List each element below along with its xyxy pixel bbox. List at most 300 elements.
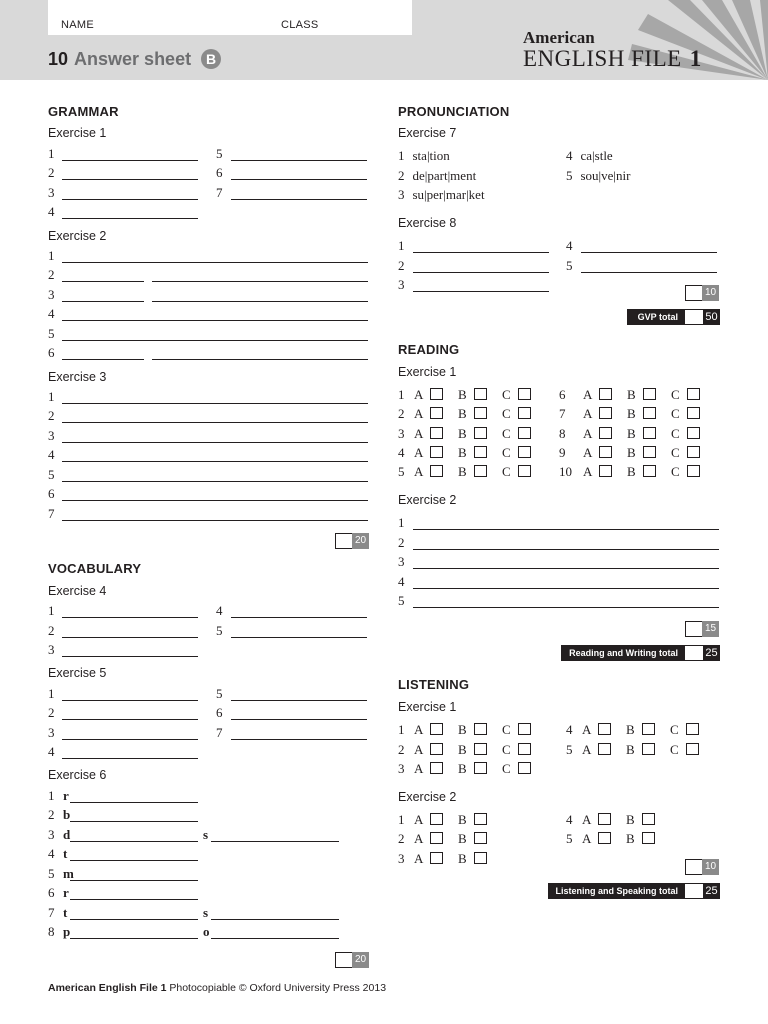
answer-checkbox[interactable] <box>643 446 656 458</box>
answer-row <box>48 885 378 903</box>
total-input[interactable] <box>685 646 703 660</box>
answer-row <box>398 593 728 611</box>
item-number: 7 <box>559 406 566 421</box>
answer-line[interactable] <box>62 758 198 759</box>
answer-checkbox[interactable] <box>687 427 700 439</box>
answer-checkbox[interactable] <box>430 832 443 844</box>
option-letter: B <box>627 387 636 402</box>
answer-row <box>216 705 546 723</box>
item-number: 6 <box>48 486 55 501</box>
answer-line[interactable] <box>62 481 368 482</box>
answer-checkbox[interactable] <box>518 762 531 774</box>
answer-row <box>48 248 378 266</box>
item-number: 1 <box>48 248 55 263</box>
answer-row <box>48 924 378 942</box>
answer-checkbox[interactable] <box>474 852 487 864</box>
answer-checkbox[interactable] <box>430 852 443 864</box>
answer-row <box>566 238 768 256</box>
item-number: 5 <box>566 258 573 273</box>
answer-line[interactable] <box>70 860 198 861</box>
listening-ex1-title: Exercise 1 <box>398 700 457 714</box>
item-number: 1 <box>398 515 405 530</box>
item-number: 4 <box>48 846 55 861</box>
item-number: 5 <box>566 168 573 183</box>
option-letter: C <box>670 742 679 757</box>
item-number: 2 <box>398 831 405 846</box>
option-letter: A <box>414 851 424 866</box>
item-number: 6 <box>216 165 223 180</box>
answer-line[interactable] <box>62 199 198 200</box>
answer-checkbox[interactable] <box>687 407 700 419</box>
answer-row <box>398 554 728 572</box>
answer-prefix: b <box>63 807 71 822</box>
item-number: 8 <box>48 924 55 939</box>
item-number: 6 <box>48 345 55 360</box>
item-number: 3 <box>48 725 55 740</box>
name-label: NAME <box>61 19 94 31</box>
answer-line[interactable] <box>70 802 198 803</box>
answer-line[interactable] <box>413 588 719 589</box>
answer-prefix: o <box>203 924 210 939</box>
choice-row <box>398 426 558 442</box>
score-input[interactable] <box>685 285 703 301</box>
answer-line[interactable] <box>231 199 367 200</box>
choice-row <box>566 742 726 758</box>
option-letter: A <box>583 464 593 479</box>
brand-level: 1 <box>689 46 702 71</box>
answer-checkbox[interactable] <box>686 723 699 735</box>
item-number: 4 <box>566 148 573 163</box>
answer-checkbox[interactable] <box>642 723 655 735</box>
answer-line[interactable] <box>231 739 367 740</box>
answer-line[interactable] <box>62 320 368 321</box>
choice-row <box>566 831 726 847</box>
unit-number: 10 <box>48 49 69 69</box>
option-letter: B <box>626 812 635 827</box>
word-text: de|part|ment <box>412 168 477 183</box>
total-label: GVP total <box>637 312 678 322</box>
item-number: 5 <box>398 464 405 479</box>
answer-row <box>398 515 728 533</box>
answer-checkbox[interactable] <box>430 723 443 735</box>
score-input[interactable] <box>685 621 703 637</box>
answer-line[interactable] <box>152 281 368 282</box>
item-number: 1 <box>48 686 55 701</box>
option-letter: B <box>458 464 467 479</box>
score-max: 10 <box>702 859 719 875</box>
pronunciation-title: PRONUNCIATION <box>398 104 510 119</box>
choice-row <box>559 445 719 461</box>
answer-checkbox[interactable] <box>687 465 700 477</box>
answer-checkbox[interactable] <box>598 723 611 735</box>
option-letter: C <box>502 722 511 737</box>
answer-line[interactable] <box>581 252 717 253</box>
answer-checkbox[interactable] <box>643 427 656 439</box>
option-letter: A <box>583 406 593 421</box>
answer-checkbox[interactable] <box>518 427 531 439</box>
answer-checkbox[interactable] <box>474 388 487 400</box>
listening-title: LISTENING <box>398 677 470 692</box>
answer-line[interactable] <box>62 340 368 341</box>
item-number: 2 <box>398 258 405 273</box>
answer-checkbox[interactable] <box>430 446 443 458</box>
answer-line[interactable] <box>152 301 368 302</box>
answer-line[interactable] <box>231 160 367 161</box>
option-letter: B <box>458 831 467 846</box>
option-letter: C <box>502 761 511 776</box>
answer-line[interactable] <box>62 281 144 282</box>
option-letter: A <box>583 445 593 460</box>
version-badge: B <box>201 49 221 69</box>
answer-checkbox[interactable] <box>474 832 487 844</box>
pronunciation-word <box>398 148 450 164</box>
answer-row <box>48 642 378 660</box>
total-label: Reading and Writing total <box>569 648 678 658</box>
option-letter: B <box>458 722 467 737</box>
answer-checkbox[interactable] <box>474 762 487 774</box>
option-letter: C <box>671 426 680 441</box>
score-max: 15 <box>702 621 719 637</box>
answer-row <box>48 506 378 524</box>
item-number: 3 <box>398 851 405 866</box>
answer-checkbox[interactable] <box>599 407 612 419</box>
score-max: 20 <box>352 533 369 549</box>
answer-line[interactable] <box>62 739 198 740</box>
answer-checkbox[interactable] <box>474 723 487 735</box>
option-letter: B <box>458 406 467 421</box>
word-text: su|per|mar|ket <box>412 187 485 202</box>
option-letter: B <box>626 831 635 846</box>
vocab-ex6-title: Exercise 6 <box>48 768 107 782</box>
choice-row <box>566 722 726 738</box>
pron-ex8-title: Exercise 8 <box>398 216 457 230</box>
brand-main-text: ENGLISH FILE <box>523 46 682 71</box>
item-number: 2 <box>398 168 405 183</box>
total-input[interactable] <box>685 310 703 324</box>
answer-checkbox[interactable] <box>599 388 612 400</box>
answer-prefix: t <box>63 905 68 920</box>
pronunciation-word <box>566 168 630 184</box>
answer-checkbox[interactable] <box>687 446 700 458</box>
answer-row <box>48 807 378 825</box>
listening-ex2-title: Exercise 2 <box>398 790 457 804</box>
item-number: 3 <box>48 642 55 657</box>
answer-checkbox[interactable] <box>643 465 656 477</box>
answer-line[interactable] <box>62 656 198 657</box>
option-letter: C <box>671 387 680 402</box>
pronunciation-word <box>398 187 485 203</box>
item-number: 3 <box>48 287 55 302</box>
option-letter: C <box>502 426 511 441</box>
option-letter: C <box>502 742 511 757</box>
option-letter: A <box>414 722 424 737</box>
item-number: 2 <box>398 406 405 421</box>
answer-checkbox[interactable] <box>599 427 612 439</box>
answer-line[interactable] <box>62 301 144 302</box>
item-number: 4 <box>566 812 573 827</box>
answer-checkbox[interactable] <box>686 743 699 755</box>
item-number: 2 <box>398 535 405 550</box>
item-number: 2 <box>48 408 55 423</box>
answer-line[interactable] <box>413 549 719 550</box>
item-number: 4 <box>48 306 55 321</box>
option-letter: B <box>458 812 467 827</box>
option-letter: C <box>671 445 680 460</box>
answer-row <box>566 258 768 276</box>
item-number: 6 <box>216 705 223 720</box>
answer-checkbox[interactable] <box>642 743 655 755</box>
answer-checkbox[interactable] <box>474 813 487 825</box>
listening-speaking-total <box>548 883 720 899</box>
answer-checkbox[interactable] <box>518 465 531 477</box>
answer-line[interactable] <box>62 719 198 720</box>
choice-row <box>559 387 719 403</box>
item-number: 1 <box>398 812 405 827</box>
answer-line[interactable] <box>231 700 367 701</box>
option-letter: A <box>414 831 424 846</box>
item-number: 5 <box>216 146 223 161</box>
answer-line[interactable] <box>70 880 198 881</box>
word-text: sta|tion <box>412 148 450 163</box>
footer <box>48 982 386 994</box>
answer-line[interactable] <box>70 938 198 939</box>
grammar-title: GRAMMAR <box>48 104 119 119</box>
answer-checkbox[interactable] <box>430 762 443 774</box>
grammar-ex1-title: Exercise 1 <box>48 126 107 140</box>
choice-row <box>398 464 558 480</box>
item-number: 3 <box>48 185 55 200</box>
answer-checkbox[interactable] <box>598 832 611 844</box>
answer-line[interactable] <box>152 359 368 360</box>
answer-row <box>216 185 546 203</box>
answer-line[interactable] <box>413 529 719 530</box>
option-letter: C <box>671 406 680 421</box>
brand-logo <box>523 29 702 71</box>
choice-row <box>559 464 719 480</box>
answer-line[interactable] <box>581 272 717 273</box>
item-number: 5 <box>48 467 55 482</box>
answer-line[interactable] <box>62 262 368 263</box>
answer-line[interactable] <box>211 938 339 939</box>
score-input[interactable] <box>685 859 703 875</box>
item-number: 7 <box>216 185 223 200</box>
option-letter: B <box>627 406 636 421</box>
page-header <box>0 0 768 80</box>
answer-checkbox[interactable] <box>430 743 443 755</box>
answer-line[interactable] <box>70 899 198 900</box>
answer-checkbox[interactable] <box>642 832 655 844</box>
answer-checkbox[interactable] <box>430 427 443 439</box>
option-letter: A <box>583 426 593 441</box>
brand-top: American <box>523 28 595 47</box>
answer-line[interactable] <box>211 841 339 842</box>
item-number: 9 <box>559 445 566 460</box>
option-letter: A <box>582 831 592 846</box>
answer-line[interactable] <box>62 179 198 180</box>
option-letter: B <box>458 445 467 460</box>
item-number: 1 <box>398 387 405 402</box>
item-number: 4 <box>48 744 55 759</box>
option-letter: A <box>414 761 424 776</box>
answer-checkbox[interactable] <box>474 743 487 755</box>
answer-prefix: r <box>63 788 69 803</box>
answer-prefix: r <box>63 885 69 900</box>
answer-line[interactable] <box>70 821 198 822</box>
reading-title: READING <box>398 342 460 357</box>
answer-checkbox[interactable] <box>474 446 487 458</box>
option-letter: A <box>414 426 424 441</box>
answer-line[interactable] <box>62 461 368 462</box>
answer-row <box>398 574 728 592</box>
score-input[interactable] <box>335 533 353 549</box>
item-number: 3 <box>398 426 405 441</box>
answer-checkbox[interactable] <box>518 407 531 419</box>
answer-row <box>48 267 378 285</box>
answer-checkbox[interactable] <box>687 388 700 400</box>
answer-checkbox[interactable] <box>474 407 487 419</box>
answer-line[interactable] <box>231 637 367 638</box>
answer-line[interactable] <box>231 179 367 180</box>
answer-line[interactable] <box>62 359 144 360</box>
answer-line[interactable] <box>62 442 368 443</box>
answer-line[interactable] <box>62 403 368 404</box>
reading-ex1-title: Exercise 1 <box>398 365 457 379</box>
answer-row <box>48 389 378 407</box>
option-letter: C <box>502 445 511 460</box>
option-letter: A <box>414 464 424 479</box>
answer-line[interactable] <box>413 272 549 273</box>
item-number: 6 <box>559 387 566 402</box>
answer-checkbox[interactable] <box>474 427 487 439</box>
answer-line[interactable] <box>413 568 719 569</box>
answer-prefix: s <box>203 905 209 920</box>
item-number: 1 <box>398 238 405 253</box>
answer-line[interactable] <box>413 607 719 608</box>
answer-prefix: t <box>63 846 68 861</box>
sheet-title <box>48 49 221 70</box>
answer-line[interactable] <box>62 500 368 501</box>
answer-row <box>48 345 378 363</box>
choice-row <box>398 851 558 867</box>
answer-checkbox[interactable] <box>518 446 531 458</box>
option-letter: C <box>502 406 511 421</box>
answer-line[interactable] <box>62 617 198 618</box>
score-input[interactable] <box>335 952 353 968</box>
answer-checkbox[interactable] <box>599 465 612 477</box>
answer-row <box>48 306 378 324</box>
answer-line[interactable] <box>413 252 549 253</box>
option-letter: A <box>582 722 592 737</box>
answer-line[interactable] <box>62 422 368 423</box>
answer-row <box>398 535 728 553</box>
item-number: 4 <box>398 574 405 589</box>
option-letter: C <box>502 387 511 402</box>
answer-line[interactable] <box>62 218 198 219</box>
answer-checkbox[interactable] <box>643 388 656 400</box>
item-number: 5 <box>566 831 573 846</box>
item-number: 3 <box>398 187 405 202</box>
item-number: 4 <box>398 445 405 460</box>
answer-line[interactable] <box>211 919 339 920</box>
answer-checkbox[interactable] <box>430 388 443 400</box>
item-number: 4 <box>566 238 573 253</box>
answer-checkbox[interactable] <box>518 388 531 400</box>
answer-checkbox[interactable] <box>599 446 612 458</box>
pronunciation-word <box>566 148 613 164</box>
answer-checkbox[interactable] <box>643 407 656 419</box>
word-text: ca|stle <box>580 148 613 163</box>
answer-line[interactable] <box>62 160 198 161</box>
answer-checkbox[interactable] <box>518 723 531 735</box>
answer-checkbox[interactable] <box>598 743 611 755</box>
grammar-ex3-title: Exercise 3 <box>48 370 107 384</box>
vocab-ex5-title: Exercise 5 <box>48 666 107 680</box>
item-number: 4 <box>48 204 55 219</box>
option-letter: B <box>627 445 636 460</box>
answer-checkbox[interactable] <box>430 813 443 825</box>
answer-row <box>216 686 546 704</box>
answer-row <box>398 277 728 295</box>
item-number: 5 <box>398 593 405 608</box>
answer-checkbox[interactable] <box>642 813 655 825</box>
answer-checkbox[interactable] <box>598 813 611 825</box>
option-letter: B <box>626 722 635 737</box>
total-value: 25 <box>705 647 718 659</box>
answer-row <box>48 827 378 845</box>
answer-row <box>48 905 378 923</box>
option-letter: B <box>458 387 467 402</box>
answer-line[interactable] <box>231 719 367 720</box>
answer-checkbox[interactable] <box>430 465 443 477</box>
answer-checkbox[interactable] <box>430 407 443 419</box>
reading-writing-total <box>561 645 720 661</box>
item-number: 5 <box>216 686 223 701</box>
answer-line[interactable] <box>62 637 198 638</box>
choice-row <box>398 831 558 847</box>
total-label: Listening and Speaking total <box>555 886 678 896</box>
answer-prefix: s <box>203 827 209 842</box>
answer-line[interactable] <box>62 700 198 701</box>
item-number: 1 <box>398 722 405 737</box>
answer-checkbox[interactable] <box>518 743 531 755</box>
answer-line[interactable] <box>413 291 549 292</box>
answer-line[interactable] <box>70 919 198 920</box>
option-letter: B <box>458 761 467 776</box>
answer-row <box>216 165 546 183</box>
item-number: 3 <box>48 827 55 842</box>
total-value: 25 <box>705 885 718 897</box>
choice-row <box>398 722 558 738</box>
total-input[interactable] <box>685 884 703 898</box>
option-letter: A <box>414 742 424 757</box>
grammar-ex2-title: Exercise 2 <box>48 229 107 243</box>
choice-row <box>559 426 719 442</box>
answer-checkbox[interactable] <box>474 465 487 477</box>
answer-line[interactable] <box>70 841 198 842</box>
option-letter: B <box>626 742 635 757</box>
item-number: 4 <box>48 447 55 462</box>
answer-row <box>216 146 546 164</box>
answer-row <box>48 744 378 762</box>
answer-line[interactable] <box>62 520 368 521</box>
answer-line[interactable] <box>231 617 367 618</box>
item-number: 7 <box>216 725 223 740</box>
option-letter: C <box>502 464 511 479</box>
item-number: 10 <box>559 464 572 479</box>
answer-row <box>48 486 378 504</box>
item-number: 2 <box>48 705 55 720</box>
score-max: 10 <box>702 285 719 301</box>
